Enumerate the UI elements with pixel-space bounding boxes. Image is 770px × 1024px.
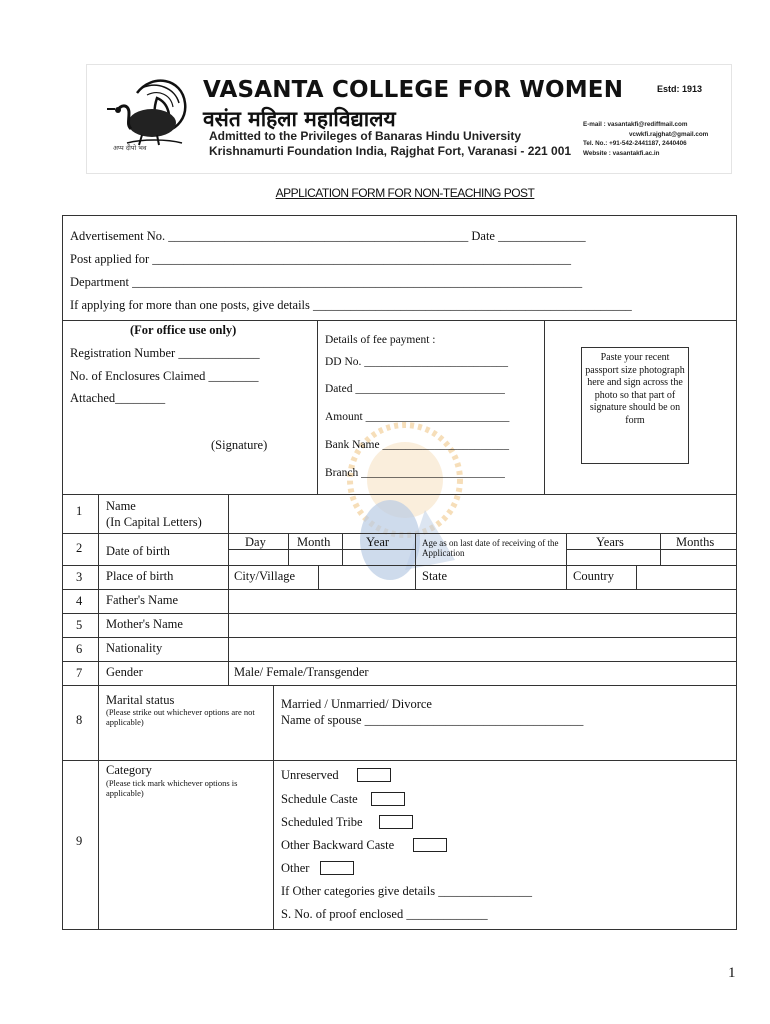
enclosures-claimed-field[interactable]: No. of Enclosures Claimed ________ xyxy=(70,369,259,383)
email-secondary: vcwkfi.rajghat@gmail.com xyxy=(629,131,709,138)
row-number: 8 xyxy=(76,713,83,727)
age-years-header: Years xyxy=(596,535,624,549)
row-number: 6 xyxy=(76,642,83,656)
post-applied-field[interactable]: Post applied for ___________________________________________________________________ xyxy=(70,252,572,266)
college-name-hindi: वसंत महिला महाविद्यालय xyxy=(203,107,396,131)
photo-box[interactable]: Paste your recent passport size photograph here and sign across the photo so that part of signature should be on form xyxy=(581,347,689,464)
gender-options[interactable]: Male/ Female/Transgender xyxy=(234,665,369,679)
city-village-label: City/Village xyxy=(234,569,296,583)
college-motto: अप्प दीपो भव xyxy=(113,144,147,152)
marital-status-note: (Please strike out whichever options are not applicable) xyxy=(106,707,255,727)
sc-label: Schedule Caste xyxy=(281,792,358,806)
other-checkbox[interactable] xyxy=(320,861,354,875)
marital-options[interactable]: Married / Unmarried/ Divorce xyxy=(281,697,432,711)
college-name: VASANTA COLLEGE FOR WOMEN xyxy=(203,77,624,103)
office-use-heading: (For office use only) xyxy=(130,323,237,337)
branch-field[interactable]: Branch _________________________ xyxy=(325,467,505,479)
established-year: Estd: 1913 xyxy=(657,84,703,94)
category-note: (Please tick mark whichever options is applicable) xyxy=(106,778,238,798)
letterhead xyxy=(86,64,732,174)
row-number: 9 xyxy=(76,834,83,848)
bank-name-field[interactable]: Bank Name ______________________ xyxy=(325,439,509,451)
affiliation-line: Admitted to the Privileges of Banaras Hindu University xyxy=(209,129,522,143)
st-label: Scheduled Tribe xyxy=(281,815,363,829)
dd-date-field[interactable]: Dated __________________________ xyxy=(325,383,505,395)
telephone: Tel. No.: +91-542-2441187, 2440406 xyxy=(583,140,687,147)
row-number: 2 xyxy=(76,541,83,555)
form-title: APPLICATION FORM FOR NON-TEACHING POST xyxy=(275,186,535,200)
place-of-birth-label: Place of birth xyxy=(106,569,174,583)
row-number: 3 xyxy=(76,570,83,584)
website: Website : vasantakfi.ac.in xyxy=(583,150,660,157)
dob-month-header: Month xyxy=(297,535,331,549)
obc-checkbox[interactable] xyxy=(413,838,447,852)
other-label: Other xyxy=(281,861,310,875)
multiple-posts-field[interactable]: If applying for more than one posts, give details ___________________________________________________ xyxy=(70,298,632,312)
row-number: 4 xyxy=(76,594,83,608)
category-label: Category xyxy=(106,763,152,777)
page-number: 1 xyxy=(728,965,736,981)
dd-number-field[interactable]: DD No. _________________________ xyxy=(325,356,509,368)
dob-day-header: Day xyxy=(245,535,266,549)
amount-field[interactable]: Amount _________________________ xyxy=(325,411,510,423)
nationality-label: Nationality xyxy=(106,641,163,655)
father-name-label: Father's Name xyxy=(106,593,179,607)
state-label: State xyxy=(422,569,447,583)
sc-checkbox[interactable] xyxy=(371,792,405,806)
fee-heading: Details of fee payment : xyxy=(325,334,436,346)
mother-name-label: Mother's Name xyxy=(106,617,183,631)
spouse-name-field[interactable]: Name of spouse ___________________________________ xyxy=(281,713,584,727)
office-signature-label: (Signature) xyxy=(211,438,268,452)
age-months-header: Months xyxy=(676,535,715,549)
name-label: Name xyxy=(106,499,136,513)
country-label: Country xyxy=(573,569,614,583)
st-checkbox[interactable] xyxy=(379,815,413,829)
row-number: 7 xyxy=(76,666,83,680)
row-number: 5 xyxy=(76,618,83,632)
row-number: 1 xyxy=(76,504,83,518)
name-input[interactable] xyxy=(229,495,736,532)
obc-label: Other Backward Caste xyxy=(281,838,395,852)
dob-year-header: Year xyxy=(366,535,390,549)
dob-label: Date of birth xyxy=(106,544,170,558)
proof-number-field[interactable]: S. No. of proof enclosed _____________ xyxy=(281,907,488,921)
address-line: Krishnamurti Foundation India, Rajghat Fort, Varanasi - 221 001 xyxy=(209,144,572,158)
email-primary: E-mail : vasantakfi@rediffmail.com xyxy=(583,121,688,128)
attached-field[interactable]: Attached________ xyxy=(70,391,166,405)
unreserved-checkbox[interactable] xyxy=(357,768,391,782)
department-field[interactable]: Department ________________________________________________________________________ xyxy=(70,275,583,289)
other-details-field[interactable]: If Other categories give details _______________ xyxy=(281,884,532,898)
gender-label: Gender xyxy=(106,665,143,679)
age-label: Age as on last date of receiving of the Application xyxy=(422,538,559,559)
registration-number-field[interactable]: Registration Number _____________ xyxy=(70,346,260,360)
name-sublabel: (In Capital Letters) xyxy=(106,515,202,529)
advertisement-field[interactable]: Advertisement No. ________________________________________________ Date ______________ xyxy=(70,229,586,243)
unreserved-label: Unreserved xyxy=(281,768,339,782)
marital-status-label: Marital status xyxy=(106,693,175,707)
